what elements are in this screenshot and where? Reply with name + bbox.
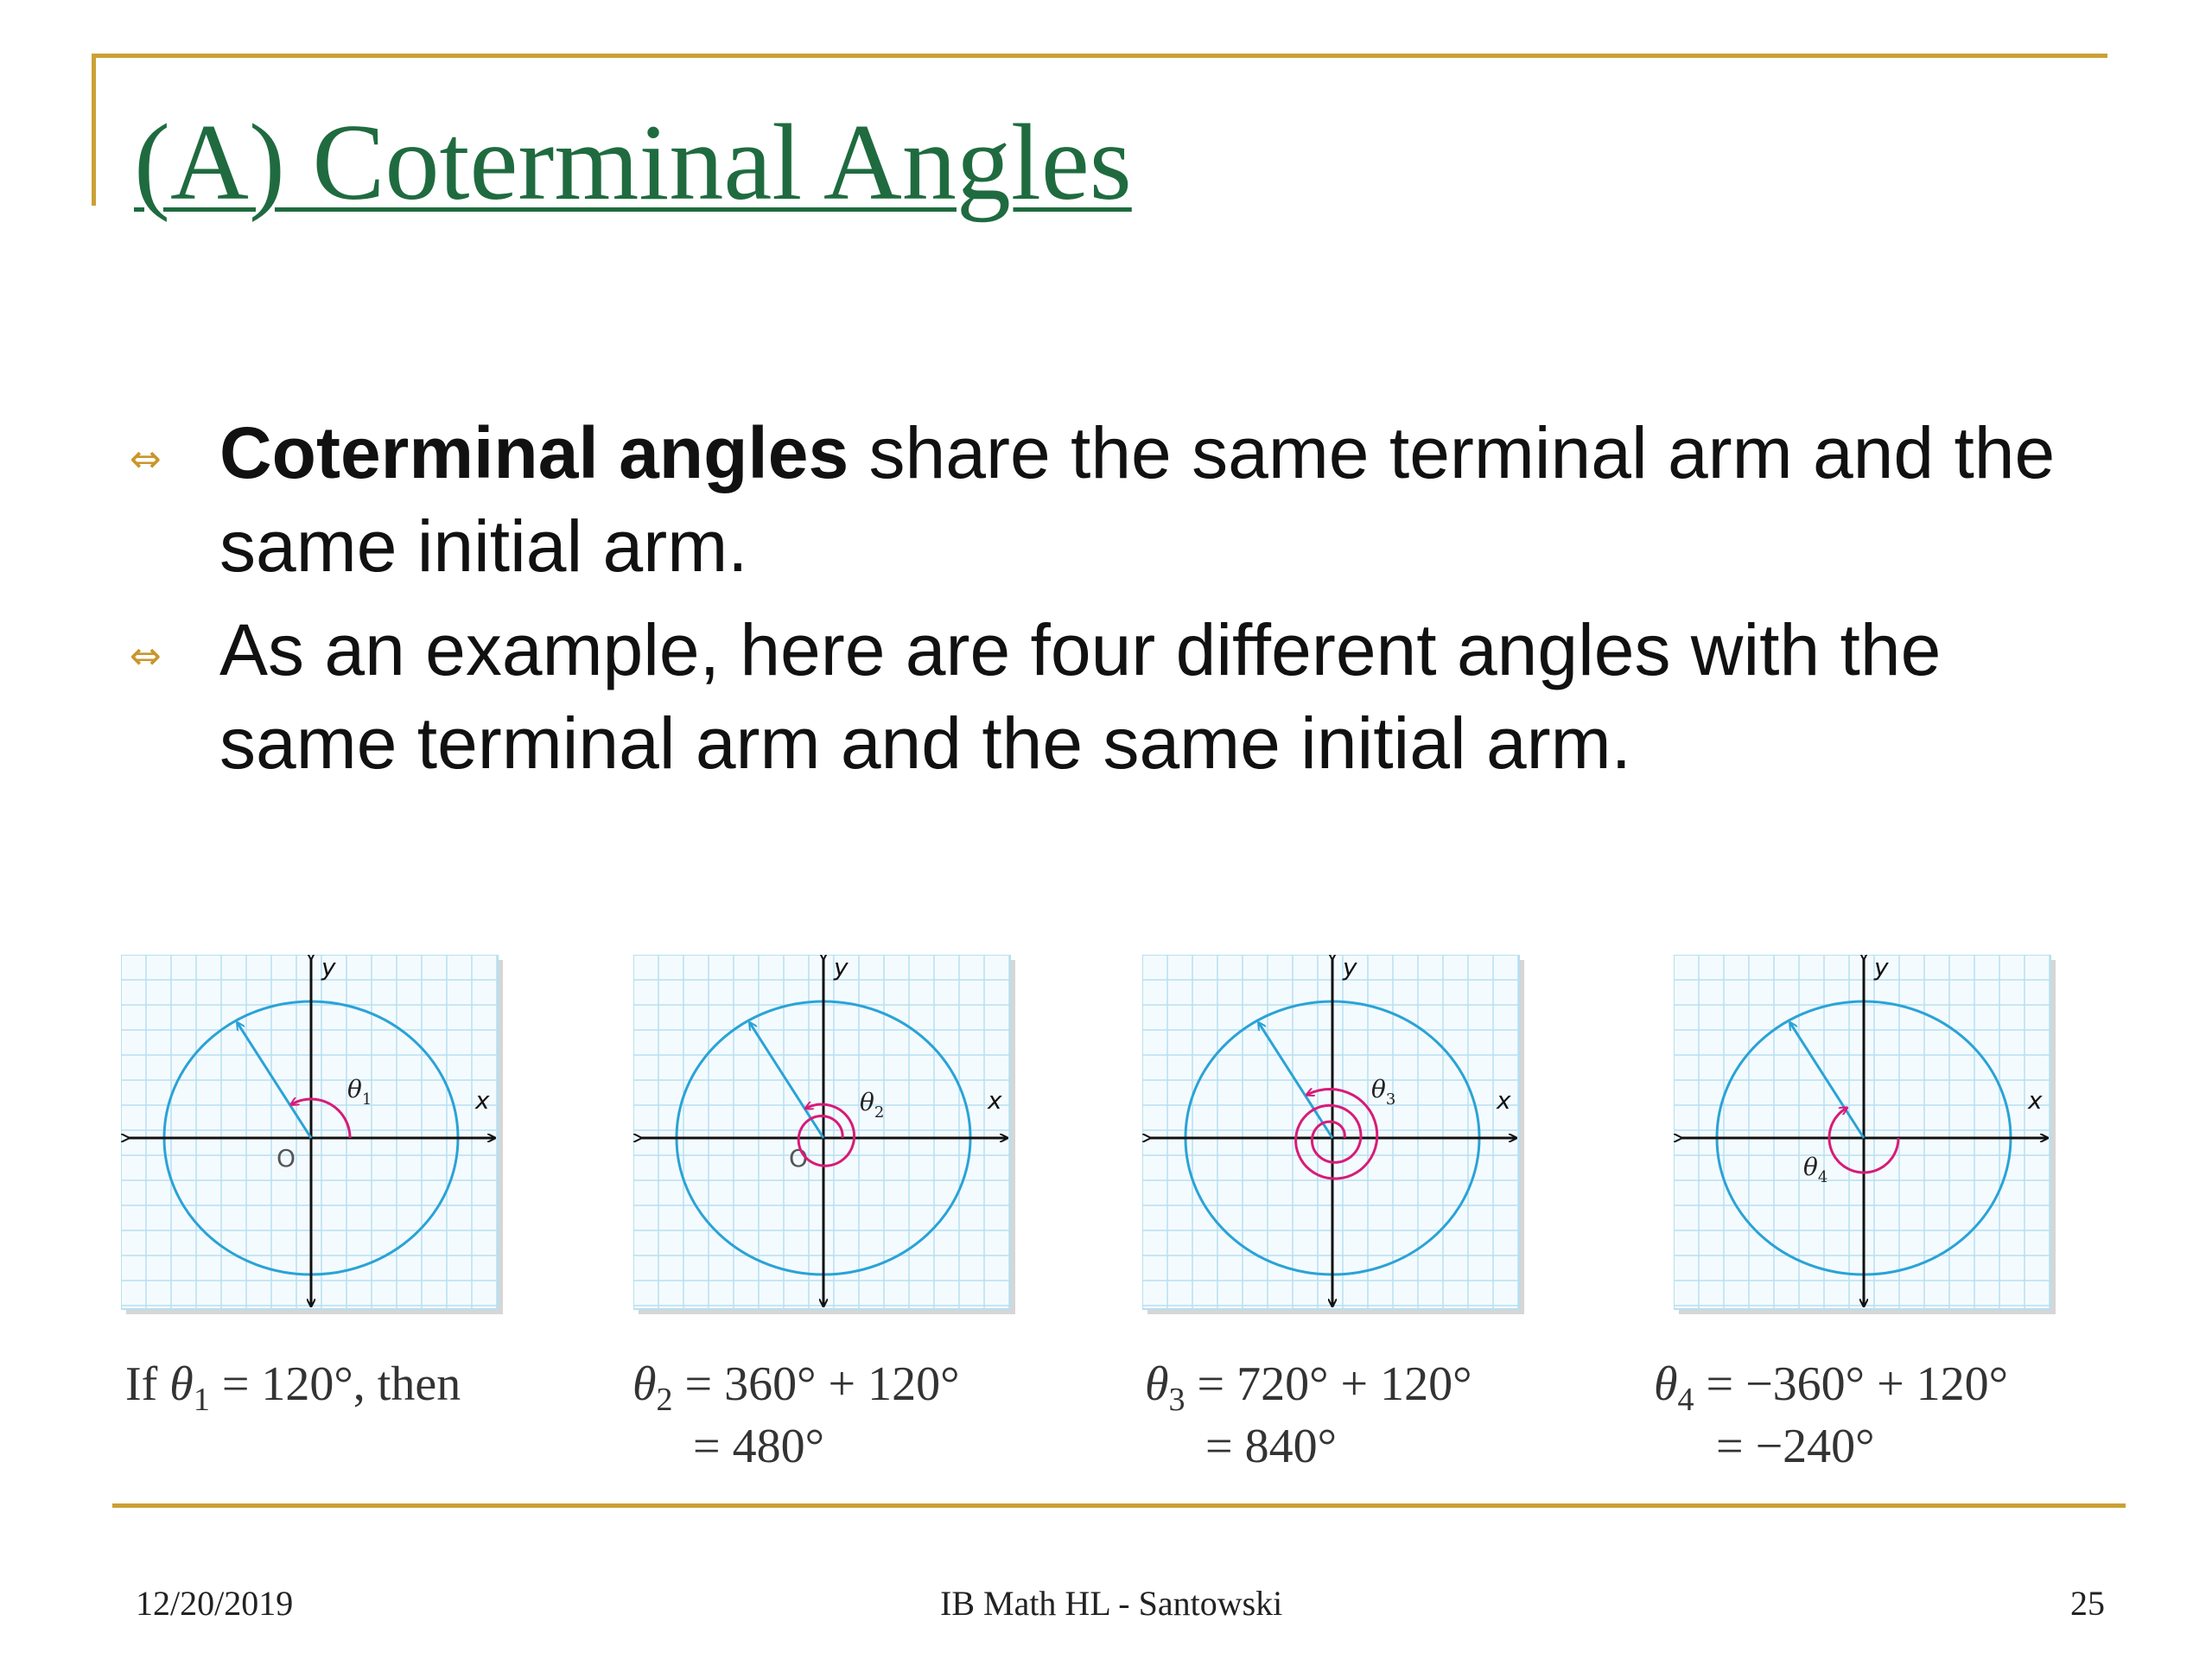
theta-symbol: θ (1654, 1357, 1678, 1411)
y-axis-label: y (321, 955, 336, 982)
x-axis-label: x (475, 1086, 490, 1115)
theta-subscript: 2 (656, 1382, 673, 1418)
caption-suffix: , then (353, 1357, 461, 1411)
bullet-list (130, 406, 2117, 800)
theta-subscript: 4 (1677, 1382, 1694, 1418)
caption-equation: = 120° (209, 1357, 353, 1411)
theta-subscript: 3 (1168, 1382, 1185, 1418)
theta-label: $\theta_3$ (1371, 1075, 1396, 1109)
double-arrow-icon: ⇔ (130, 437, 162, 481)
theta-label: $\theta_4$ (1803, 1153, 1828, 1186)
angle-diagram-3 (1142, 955, 1531, 1326)
caption-result: = 840° (1205, 1420, 1337, 1473)
theta-subscript: 1 (193, 1382, 210, 1418)
left-rule (92, 54, 96, 206)
origin-label: O (276, 1144, 296, 1173)
angle-diagram-svg (1674, 955, 2063, 1326)
bullet-text: As an example, here are four different angles with the same terminal arm and the same initial arm. (219, 609, 1942, 784)
angle-diagram-svg (633, 955, 1022, 1326)
caption-result: = −240° (1716, 1420, 1875, 1473)
double-arrow-icon: ⇔ (130, 634, 162, 678)
caption-equation: = 360° + 120° (672, 1357, 960, 1411)
origin-label: O (789, 1144, 809, 1173)
caption-result: = 480° (693, 1420, 824, 1473)
angle-diagram-2 (633, 955, 1022, 1326)
y-axis-label: y (834, 955, 849, 982)
footer-date: 12/20/2019 (136, 1584, 294, 1623)
y-axis-label: y (1343, 955, 1357, 982)
bullet-item (130, 603, 2117, 790)
caption-4 (1654, 1353, 2008, 1478)
x-axis-label: x (1497, 1086, 1511, 1115)
slide-title: (A) Coterminal Angles (134, 103, 1132, 223)
angle-diagram-4 (1674, 955, 2063, 1326)
angle-diagram-svg (1142, 955, 1531, 1326)
caption-2 (632, 1353, 959, 1478)
y-axis-label: y (1874, 955, 1889, 982)
theta-symbol: θ (1145, 1357, 1169, 1411)
caption-equation: = 720° + 120° (1185, 1357, 1472, 1411)
theta-symbol: θ (632, 1357, 657, 1411)
caption-prefix: If (125, 1357, 170, 1411)
angle-diagram-1 (121, 955, 510, 1326)
bottom-rule (112, 1503, 2126, 1508)
theta-symbol: θ (169, 1357, 194, 1411)
bullet-item (130, 406, 2117, 593)
angle-diagram-svg (121, 955, 510, 1326)
theta-label: $\theta_2$ (860, 1088, 885, 1122)
theta-label: $\theta_1$ (347, 1075, 372, 1109)
x-axis-label: x (988, 1086, 1002, 1115)
top-rule (92, 54, 2107, 58)
caption-1 (125, 1353, 461, 1418)
bullet-term: Coterminal angles (219, 412, 849, 493)
caption-equation: = −360° + 120° (1694, 1357, 2009, 1411)
footer-page-number: 25 (2070, 1584, 2105, 1623)
caption-3 (1145, 1353, 1471, 1478)
x-axis-label: x (2028, 1086, 2043, 1115)
bullet-text: share the same terminal arm and the same initial arm. (219, 412, 2056, 587)
footer-course: IB Math HL - Santowski (940, 1584, 1283, 1623)
